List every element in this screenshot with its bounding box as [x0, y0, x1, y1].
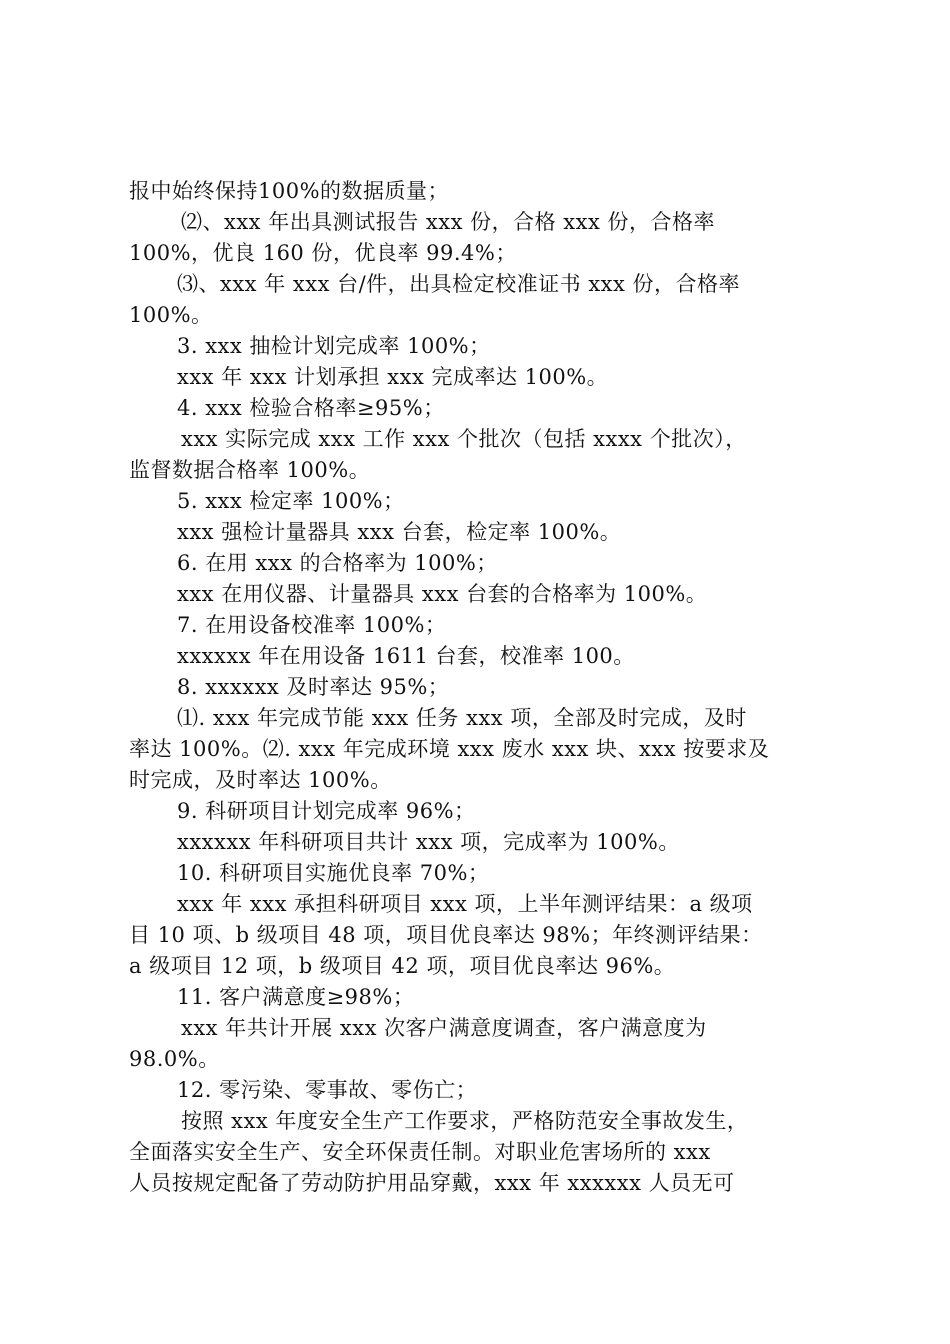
text-line: 10. 科研项目实施优良率 70%； — [177, 861, 490, 885]
text-line: 率达 100%。⑵. xxx 年完成环境 xxx 废水 xxx 块、xxx 按要求及 — [129, 737, 770, 761]
text-line: xxx 在用仪器、计量器具 xxx 台套的合格率为 100%。 — [177, 582, 708, 606]
text-line: a 级项目 12 项，b 级项目 42 项，项目优良率达 96%。 — [129, 954, 676, 978]
text-line: 时完成，及时率达 100%。 — [129, 768, 392, 792]
text-line: 监督数据合格率 100%。 — [129, 458, 371, 482]
text-line: xxx 年 xxx 计划承担 xxx 完成率达 100%。 — [177, 365, 609, 389]
text-line: 6. 在用 xxx 的合格率为 100%； — [177, 551, 498, 575]
text-line: 8. xxxxxx 及时率达 95%； — [177, 675, 450, 699]
text-line: 报中始终保持100%的数据质量； — [129, 179, 450, 203]
text-line: 7. 在用设备校准率 100%； — [177, 613, 447, 637]
text-line: xxx 强检计量器具 xxx 台套，检定率 100%。 — [177, 520, 622, 544]
text-line: 4. xxx 检验合格率≥95%； — [177, 396, 445, 420]
text-line: xxx 年 xxx 承担科研项目 xxx 项，上半年测评结果：a 级项 — [177, 892, 753, 916]
text-line: xxxxxx 年在用设备 1611 台套，校准率 100。 — [177, 644, 635, 668]
text-line: 全面落实安全生产、安全环保责任制。对职业危害场所的 xxx — [129, 1140, 711, 1164]
text-line: 9. 科研项目计划完成率 96%； — [177, 799, 476, 823]
text-line: 100%，优良 160 份，优良率 99.4%； — [129, 241, 517, 265]
text-line: 98.0%。 — [129, 1047, 220, 1071]
text-line: xxx 实际完成 xxx 工作 xxx 个批次（包括 xxxx 个批次）， — [181, 427, 747, 451]
text-line: 按照 xxx 年度安全生产工作要求，严格防范安全事故发生， — [181, 1109, 749, 1133]
text-line: 11. 客户满意度≥98%； — [177, 985, 415, 1009]
text-line: 5. xxx 检定率 100%； — [177, 489, 405, 513]
text-line: ⑵、xxx 年出具测试报告 xxx 份，合格 xxx 份，合格率 — [181, 210, 715, 234]
text-line: 3. xxx 抽检计划完成率 100%； — [177, 334, 491, 358]
text-line: xxxxxx 年科研项目共计 xxx 项，完成率为 100%。 — [177, 830, 680, 854]
text-line: 目 10 项、b 级项目 48 项，项目优良率达 98%；年终测评结果： — [129, 923, 763, 947]
text-line: ⑴. xxx 年完成节能 xxx 任务 xxx 项，全部及时完成，及时 — [177, 706, 747, 730]
text-line: 100%。 — [129, 303, 213, 327]
text-line: 12. 零污染、零事故、零伤亡； — [177, 1078, 478, 1102]
document-body — [129, 176, 835, 1199]
text-line: 人员按规定配备了劳动防护用品穿戴，xxx 年 xxxxxx 人员无可 — [129, 1171, 735, 1195]
text-line: ⑶、xxx 年 xxx 台/件，出具检定校准证书 xxx 份，合格率 — [177, 272, 741, 296]
text-line: xxx 年共计开展 xxx 次客户满意度调查，客户满意度为 — [181, 1016, 707, 1040]
